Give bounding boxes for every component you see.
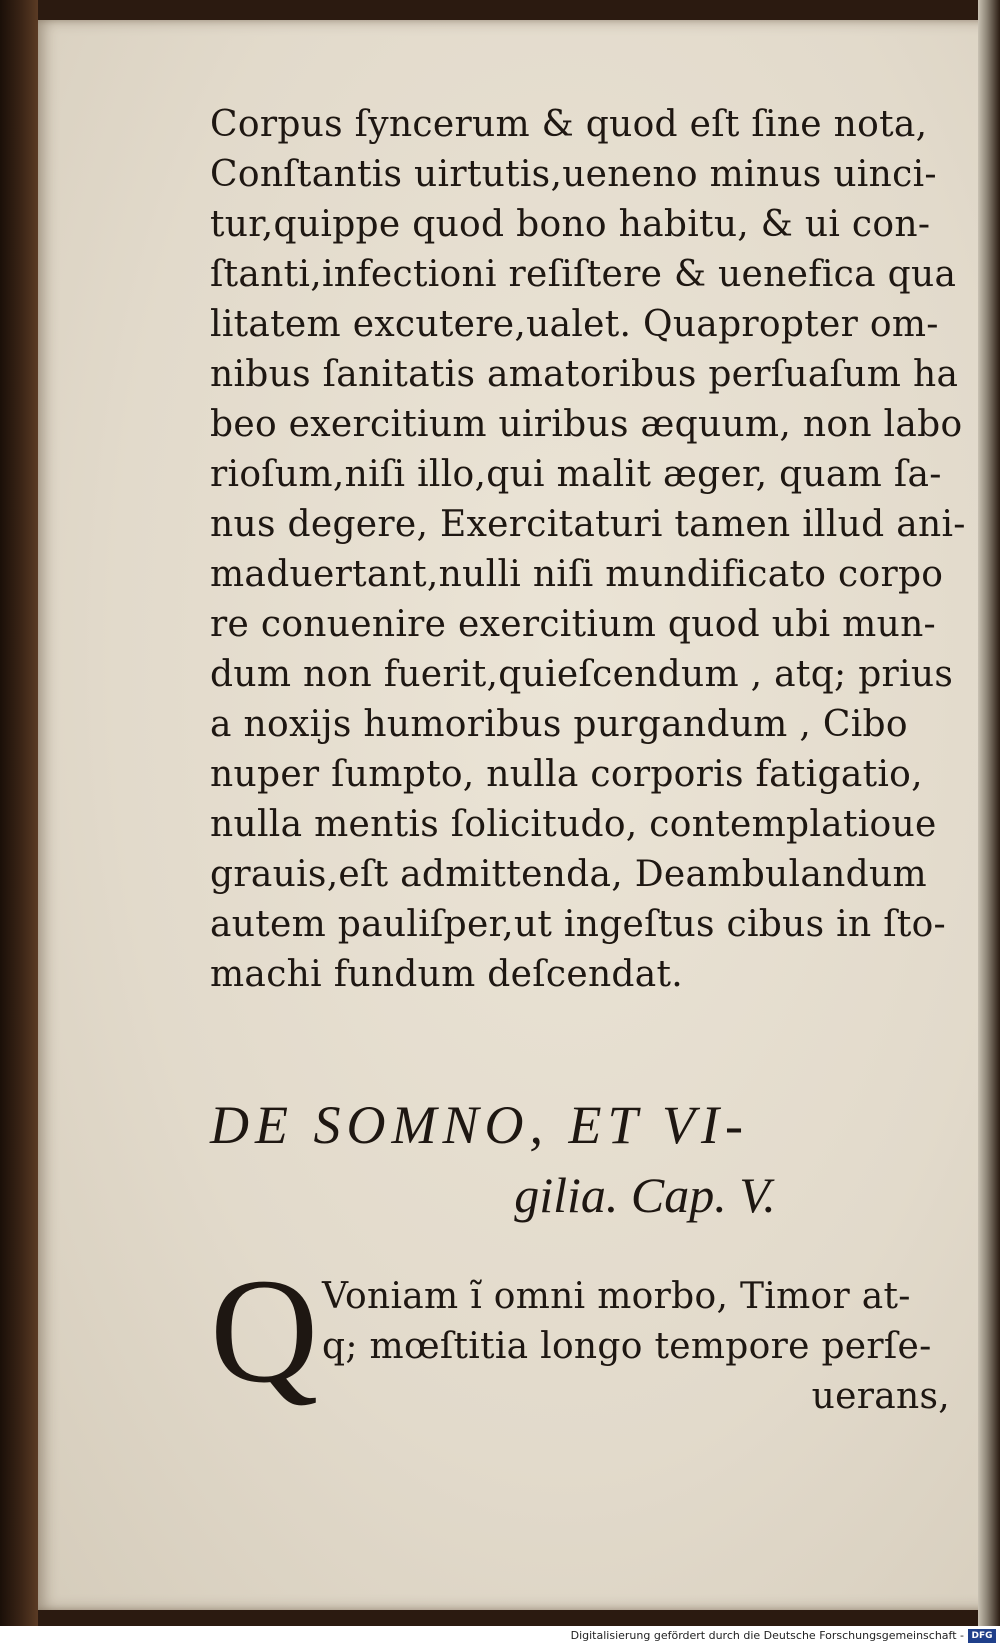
- text-line: beo exercitium uiribus æquum, non labo: [210, 404, 963, 445]
- text-line: nuper ſumpto, nulla corporis fatigatio,: [210, 754, 923, 795]
- text-line: grauis,eſt admittenda, Deambulandum: [210, 854, 927, 895]
- chapter-heading-line2: gilia. Cap. V.: [514, 1167, 776, 1223]
- text-line: q; mœſtitia longo tempore perſe-: [322, 1326, 932, 1367]
- chapter-heading-line1: DE SOMNO, ET VI-: [210, 1095, 749, 1155]
- text-line: autem pauliſper,ut ingeſtus cibus in ſto-: [210, 904, 947, 945]
- text-line: Conſtantis uirtutis,ueneno minus uinci-: [210, 154, 937, 195]
- footer-credit: Digitalisierung gefördert durch die Deutsche Forschungsgemeinschaft -: [570, 1629, 964, 1642]
- book-edge-right: [978, 0, 1000, 1626]
- text-line: Corpus ſyncerum & quod eſt ſine nota,: [210, 104, 928, 145]
- page-paper: [38, 20, 994, 1610]
- book-edge-left: [0, 0, 38, 1626]
- chapter-heading: [210, 1090, 970, 1230]
- body-paragraph: [210, 100, 970, 1000]
- drop-cap-initial: Q: [210, 1248, 319, 1414]
- text-line: rioſum,niſi illo,qui malit æger, quam ſa-: [210, 454, 942, 495]
- dfg-logo-icon: DFG: [968, 1629, 996, 1643]
- text-line: re conuenire exercitium quod ubi mun-: [210, 604, 937, 645]
- text-line: ſtanti,infectioni reſiſtere & uenefica qua: [210, 254, 957, 295]
- text-line: Voniam ĩ omni morbo, Timor at-: [322, 1276, 911, 1317]
- text-line: dum non fuerit,quieſcendum , atq; prius: [210, 654, 954, 695]
- chapter-opening-paragraph: [210, 1248, 970, 1422]
- catchword: uerans,: [811, 1376, 950, 1417]
- text-line: tur,quippe quod bono habitu, & ui con-: [210, 204, 931, 245]
- text-line: maduertant,nulli niſi mundificato corpo: [210, 554, 944, 595]
- text-line: nulla mentis ſolicitudo, contemplatioue: [210, 804, 937, 845]
- text-line: machi fundum deſcendat.: [210, 954, 684, 995]
- text-line: litatem excutere,ualet. Quapropter om-: [210, 304, 939, 345]
- text-line: a noxijs humoribus purgandum , Cibo: [210, 704, 908, 745]
- digitization-footer: [0, 1626, 1000, 1646]
- text-line: nibus ſanitatis amatoribus perſuaſum ha: [210, 354, 959, 395]
- text-line: nus degere, Exercitaturi tamen illud ani-: [210, 504, 966, 545]
